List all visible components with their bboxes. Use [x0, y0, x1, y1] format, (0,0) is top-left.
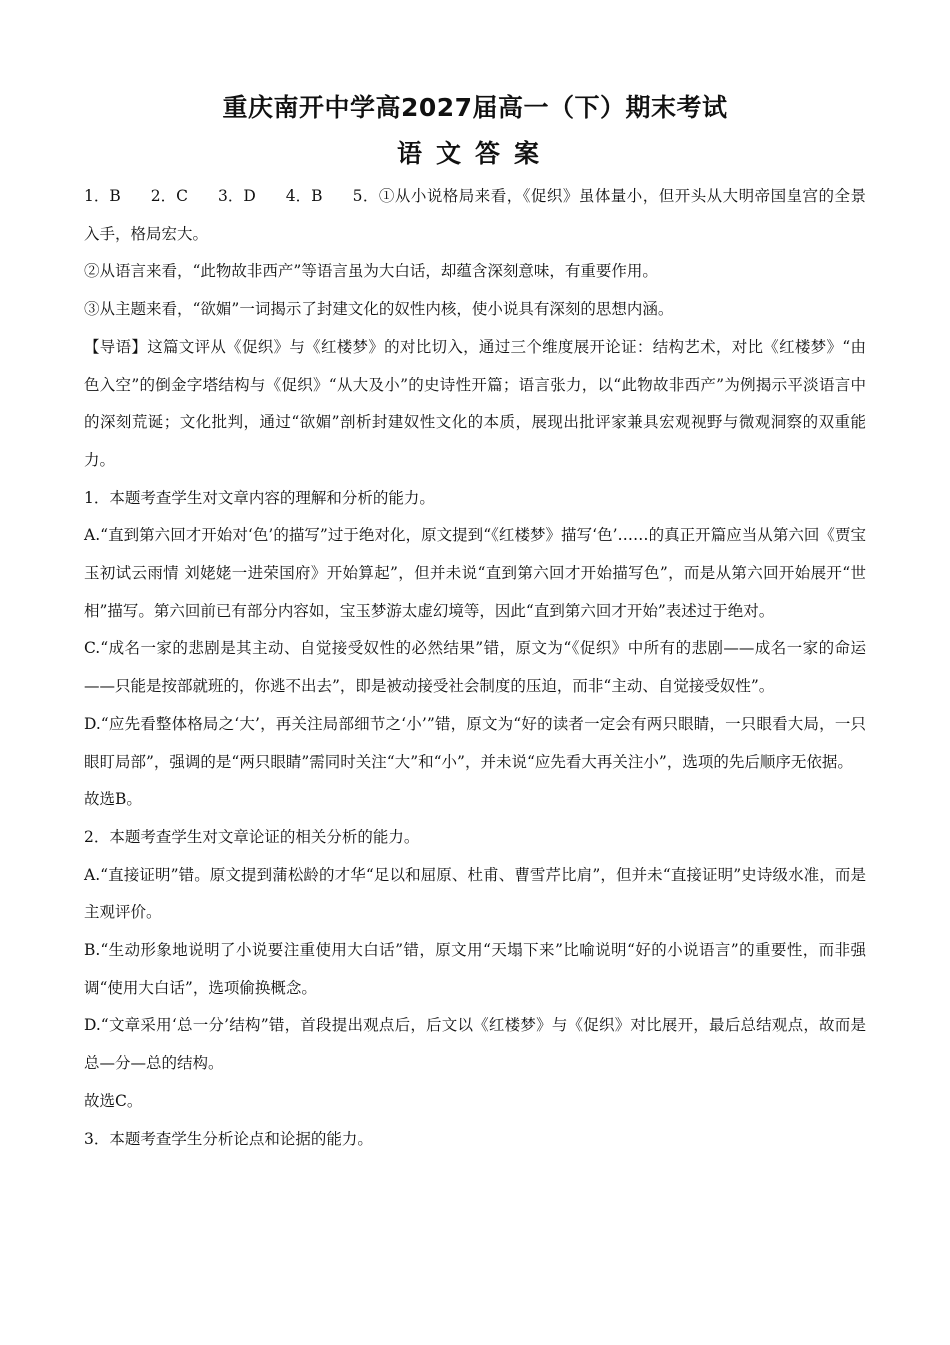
answer-q4: 4．B	[285, 187, 323, 205]
paragraph: ③从主题来看，“欲媚”一词揭示了封建文化的奴性内核，使小说具有深刻的思想内涵。	[84, 300, 674, 319]
answer-document	[84, 88, 866, 1158]
answer-q2: 2．C	[150, 187, 188, 205]
answer-q5: 5．①从小说格局来看，《促织》虽体量小，但开头从大明帝国皇宫的全景入手，格局宏大。	[84, 187, 866, 243]
paragraph: ②从语言来看，“此物故非西产”等语言虽为大白话，却蕴含深刻意味，有重要作用。	[84, 262, 658, 281]
answer-q1: 1．B	[84, 187, 121, 205]
page-subtitle: 语文答案	[396, 139, 553, 168]
option-analysis: A.“直接证明”错。原文提到蒲松龄的才华“足以和屈原、杜甫、曹雪芹比肩”，但并未“直接证明”史诗级水准，而是主观评价。	[84, 865, 866, 922]
option-analysis: B.“生动形象地说明了小说要注重使用大白话”错，原文用“天塌下来”比喻说明“好的小说语言”的重要性，而非强调“使用大白话”，选项偷换概念。	[84, 941, 866, 997]
intro-paragraph: 【导语】这篇文评从《促织》与《红楼梦》的对比切入，通过三个维度展开论证：结构艺术，对比《红楼梦》“由色入空”的倒金字塔结构与《促织》“从大及小”的史诗性开篇；语言张力，以“此物故非西产”为例揭示平淡语言中的深刻荒诞；文化批判，通过“欲媚”剖析封建奴性文化的本质，展现出批评家兼具宏观视野与微观洞察的双重能力。	[84, 337, 866, 469]
answer-key-line	[84, 178, 866, 253]
option-analysis: C.“成名一家的悲剧是其主动、自觉接受奴性的必然结果”错，原文为“《促织》中所有的悲剧——成名一家的命运——只能是按部就班的，你逃不出去”，即是被动接受社会制度的压迫，而非“主动、自觉接受奴性”。	[84, 639, 866, 696]
question-heading: 3．本题考查学生分析论点和论据的能力。	[84, 1129, 373, 1148]
page-title: 重庆南开中学高2027届高一（下）期末考试	[222, 93, 728, 122]
option-analysis: D.“应先看整体格局之‘大’，再关注局部细节之‘小’”错，原文为“好的读者一定会有两只眼睛，一只眼看大局，一只眼盯局部”，强调的是“两只眼睛”需同时关注“大”和“小”，并未说“应先看大再关注小”，选项的先后顺序无依据。	[84, 714, 866, 771]
option-analysis: D.“文章采用‘总一分’结构”错，首段提出观点后，后文以《红楼梦》与《促织》对比展开，最后总结观点，故而是总—分—总的结构。	[84, 1016, 866, 1073]
answer-conclusion: 故选B。	[84, 790, 142, 809]
answer-conclusion: 故选C。	[84, 1091, 143, 1110]
question-heading: 2．本题考查学生对文章论证的相关分析的能力。	[84, 827, 420, 846]
question-heading: 1．本题考查学生对文章内容的理解和分析的能力。	[84, 488, 435, 507]
answer-q3: 3．D	[218, 187, 256, 205]
option-analysis: A.“直到第六回才开始对‘色’的描写”过于绝对化，原文提到“《红楼梦》描写‘色’……的真正开篇应当从第六回《贾宝玉初试云雨情 刘姥姥一进荣国府》开始算起”，但并未说“直到第六回才开始描写色”，而是从第六回开始展开“世相”描写。第六回前已有部分内容如，宝玉梦游太虚幻境等，因此“直到第六回才开始”表述过于绝对。	[84, 526, 866, 620]
